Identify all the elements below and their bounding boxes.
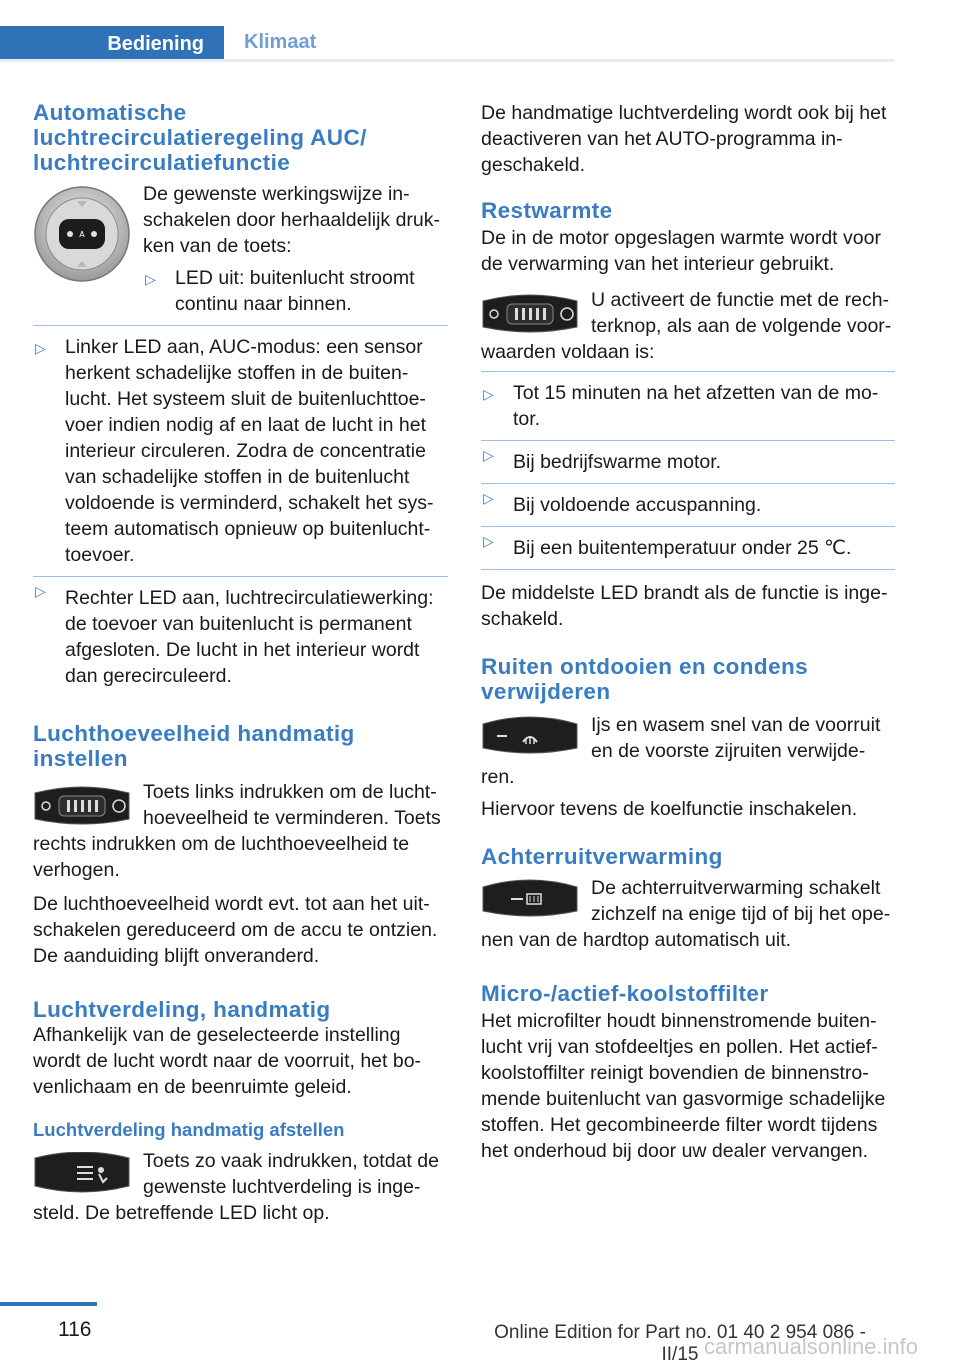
footer-edition: Online Edition for Part no. 01 40 2 954 086 - II/15 bbox=[494, 1322, 866, 1362]
residual-heat-activate: U activeert de functie met de rech-terknop, als aan de volgende voor-waarden voldaan is: bbox=[481, 289, 892, 363]
filter-heading: Micro-/actief-koolstoffilter bbox=[481, 981, 769, 1006]
auc-intro-text: De gewenste werkingswijze in-schakelen door herhaaldelijk druk-ken van de toets: bbox=[143, 183, 441, 257]
distribution-subtext: Toets zo vaak indrukken, totdat de gewenste luchtverdeling is inge-steld. De betreffende LED licht op. bbox=[33, 1150, 439, 1224]
fan-control-icon bbox=[33, 783, 131, 827]
fan-control-icon bbox=[481, 291, 579, 335]
auc-list-first bbox=[143, 265, 448, 325]
airflow-block bbox=[33, 779, 448, 883]
bullet-triangle-icon: ▷ bbox=[35, 340, 46, 356]
defrost-block bbox=[481, 712, 895, 790]
bullet-triangle-icon: ▷ bbox=[483, 447, 494, 463]
bullet-triangle-icon: ▷ bbox=[145, 271, 156, 287]
bullet-triangle-icon: ▷ bbox=[483, 386, 494, 402]
defrost-heading: Ruiten ontdooien en condens verwijderen bbox=[481, 654, 809, 704]
tab-bediening[interactable]: Bediening bbox=[0, 26, 224, 62]
residual-heat-text: De in de motor opgeslagen warmte wordt voor de verwarming van het interieur gebruikt. bbox=[481, 227, 881, 275]
distribution-heading: Luchtverdeling, handmatig bbox=[33, 997, 331, 1022]
airflow-note: De luchthoeveelheid wordt evt. tot aan het uit-schakelen gereduceerd om de accu te ontzien. De aanduiding blijft onveranderd. bbox=[33, 893, 438, 967]
list-item: ▷ Bij bedrijfswarme motor. bbox=[481, 440, 895, 483]
list-item: ▷ Rechter LED aan, luchtrecirculatiewerking: de toevoer van buitenlucht is permanent afgesloten. De lucht in het interieur wordt dan gerecirculeerd. bbox=[33, 576, 448, 697]
rear-heating-heading: Achterruitverwarming bbox=[481, 844, 723, 869]
filter-text: Het microfilter houdt binnenstromende buiten-lucht vrij van stofdeeltjes en pollen. Het actief-koolstoffilter reinigt bovendien de binnenstro-mende buitenlucht van gasvormige schadelijke stoffen. Het gecombineerde filter wordt tijdens het onderhoud bij door uw dealer vervangen. bbox=[481, 1010, 886, 1162]
left-column bbox=[33, 100, 448, 1226]
rear-heating-text: De achterruitverwarming schakelt zichzelf na enige tijd of bij het ope-nen van de hardtop automatisch uit. bbox=[481, 877, 891, 951]
right-column bbox=[481, 100, 895, 1164]
distribution-auto-note: De handmatige luchtverdeling wordt ook bij het deactiveren van het AUTO-programma in-geschakeld. bbox=[481, 102, 887, 176]
defrost-note: Hiervoor tevens de koelfunctie inschakelen. bbox=[481, 798, 858, 820]
auc-intro-block bbox=[33, 181, 448, 325]
header-tabs bbox=[0, 26, 895, 62]
bullet-triangle-icon: ▷ bbox=[483, 490, 494, 506]
auc-list bbox=[33, 325, 448, 697]
rear-heating-block bbox=[481, 875, 895, 953]
bullet-triangle-icon: ▷ bbox=[483, 533, 494, 549]
list-item: ▷ Tot 15 minuten na het afzetten van de mo-tor. bbox=[483, 382, 879, 430]
auc-knob-icon bbox=[33, 185, 131, 283]
residual-heat-block bbox=[481, 287, 895, 365]
residual-heat-led-note: De middelste LED brandt als de functie is inge-schakeld. bbox=[481, 582, 888, 630]
defrost-text: Ijs en wasem snel van de voorruit en de voorste zijruiten verwijde-ren. bbox=[481, 714, 881, 788]
tab-klimaat[interactable]: Klimaat bbox=[244, 31, 317, 53]
list-item: ▷ Linker LED aan, AUC-modus: een sensor herkent schadelijke stoffen in de buiten-lucht. Het systeem sluit de buitenluchttoe-voer indien nodig af en laat de lucht in het interieur circuleren. Zodra de concentratie van schadelijke stoffen in de buitenlucht voldoende is verminderd, schakelt het sys-teem automatisch opnieuw op buitenlucht-toevoer. bbox=[35, 336, 434, 566]
air-distribution-icon bbox=[33, 1152, 131, 1196]
airflow-heading: Luchthoeveelheid handmatig instellen bbox=[33, 721, 355, 771]
header-rule bbox=[0, 59, 895, 62]
page-number: 116 bbox=[58, 1318, 92, 1341]
windshield-defrost-icon bbox=[481, 716, 579, 756]
list-item: ▷ Bij een buitentemperatuur onder 25 ℃. bbox=[481, 526, 895, 569]
airflow-text: Toets links indrukken om de lucht-hoeveelheid te verminderen. Toets rechts indrukken om de luchthoeveelheid te verhogen. bbox=[33, 781, 441, 881]
rear-window-heating-icon bbox=[481, 879, 579, 919]
distribution-subheading: Luchtverdeling handmatig afstellen bbox=[33, 1119, 345, 1140]
distribution-text: Afhankelijk van de geselecteerde instelling wordt de lucht wordt naar de voorruit, het bo-venlichaam en de beenruimte geleid. bbox=[33, 1024, 422, 1098]
list-item: ▷ Bij voldoende accuspanning. bbox=[481, 483, 895, 526]
list-item: ▷ LED uit: buitenlucht stroomt continu naar binnen. bbox=[145, 267, 415, 315]
residual-heat-heading: Restwarmte bbox=[481, 198, 613, 223]
distribution-block bbox=[33, 1148, 448, 1226]
watermark: carmanualsonline.info bbox=[704, 1334, 919, 1359]
residual-heat-list bbox=[481, 371, 895, 570]
auc-heading: Automatische luchtrecirculatieregeling AUC/ luchtrecirculatiefunctie bbox=[33, 100, 367, 175]
bullet-triangle-icon: ▷ bbox=[35, 583, 46, 599]
svg-text:A: A bbox=[79, 230, 85, 239]
footer-rule bbox=[0, 1302, 97, 1306]
